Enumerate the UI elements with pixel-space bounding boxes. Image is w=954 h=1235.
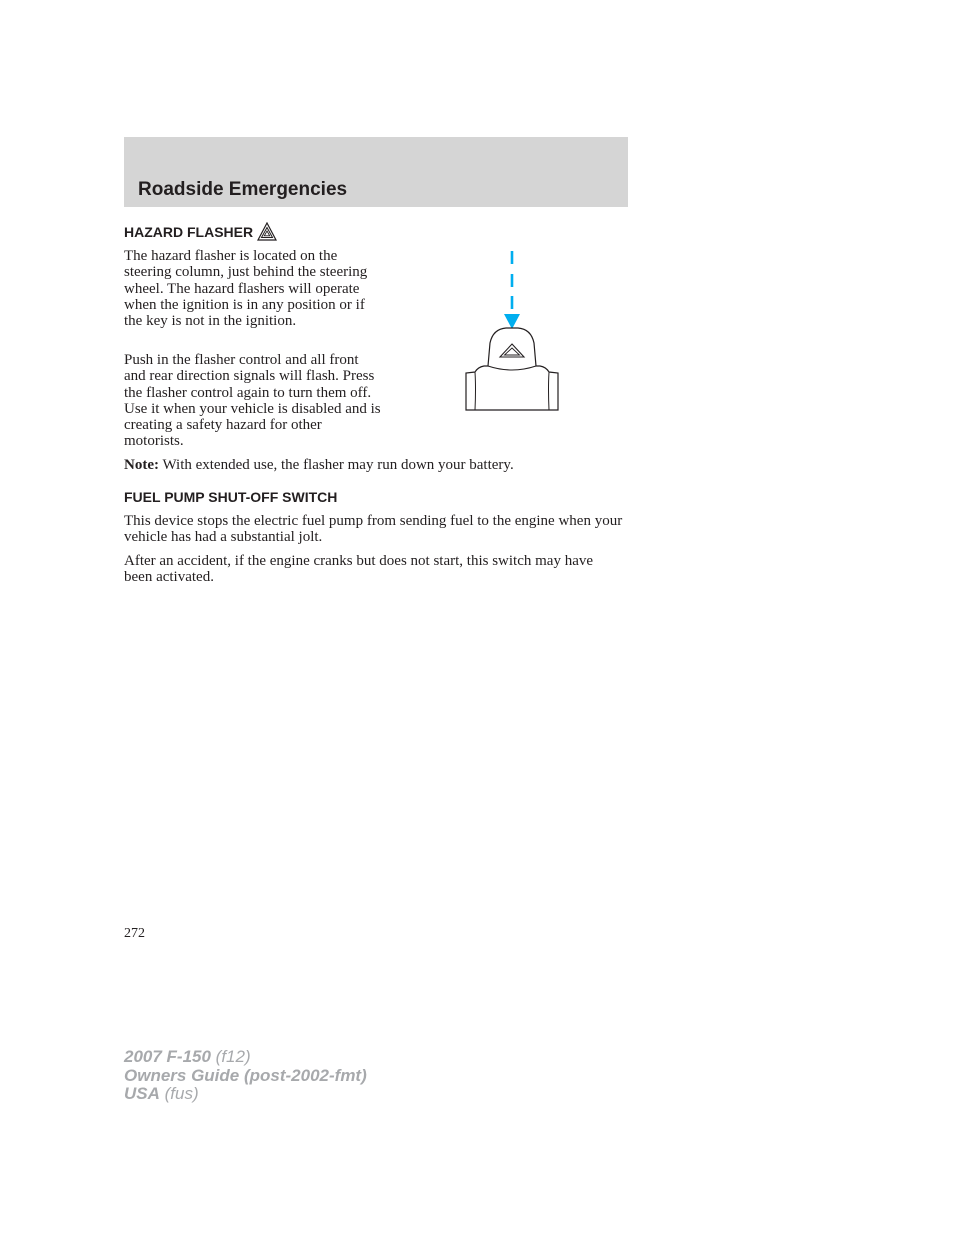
footer-model-line — [124, 1048, 367, 1067]
fuel-pump-description-text: This device stops the electric fuel pump from sending fuel to the engine when your vehicle has had a substantial jolt. — [124, 513, 623, 546]
hazard-flasher-button-icon — [466, 328, 558, 410]
note-label: Note: — [124, 457, 159, 473]
footer-market-code: (fus) — [159, 1084, 199, 1103]
footer-model: 2007 F-150 — [124, 1047, 211, 1066]
note-text: With extended use, the flasher may run down your battery. — [158, 457, 514, 473]
hazard-flasher-illustration — [460, 248, 564, 416]
footer-guide: Owners Guide (post-2002-fmt) — [124, 1065, 367, 1085]
hazard-flasher-heading-text: HAZARD FLASHER — [124, 224, 254, 240]
document-footer — [124, 1048, 367, 1104]
fuel-pump-heading: FUEL PUMP SHUT-OFF SWITCH — [124, 489, 338, 505]
section-title: Roadside Emergencies — [138, 179, 348, 200]
hazard-triangle-icon — [257, 222, 277, 245]
battery-note — [124, 457, 624, 473]
footer-guide-line — [124, 1067, 367, 1086]
hazard-flasher-heading — [124, 222, 277, 245]
footer-market-line — [124, 1085, 367, 1104]
fuel-pump-accident-text: After an accident, if the engine cranks but does not start, this switch may have been activated. — [124, 553, 594, 586]
hazard-flasher-location-text: The hazard flasher is located on the steering column, just behind the steering wheel. The hazard flashers will operate when the ignition is in any position or if the key is not in the ignition. — [124, 248, 368, 330]
footer-model-code: (f12) — [210, 1047, 251, 1066]
footer-market: USA — [124, 1084, 160, 1103]
pointer-arrow-icon — [504, 251, 520, 329]
page-number: 272 — [124, 926, 145, 941]
hazard-flasher-usage-text: Push in the flasher control and all front and rear direction signals will flash. Press the flasher control again to turn them off. Use it when your vehicle is disabled and is creating a safety hazard for other motorists. — [124, 352, 381, 450]
